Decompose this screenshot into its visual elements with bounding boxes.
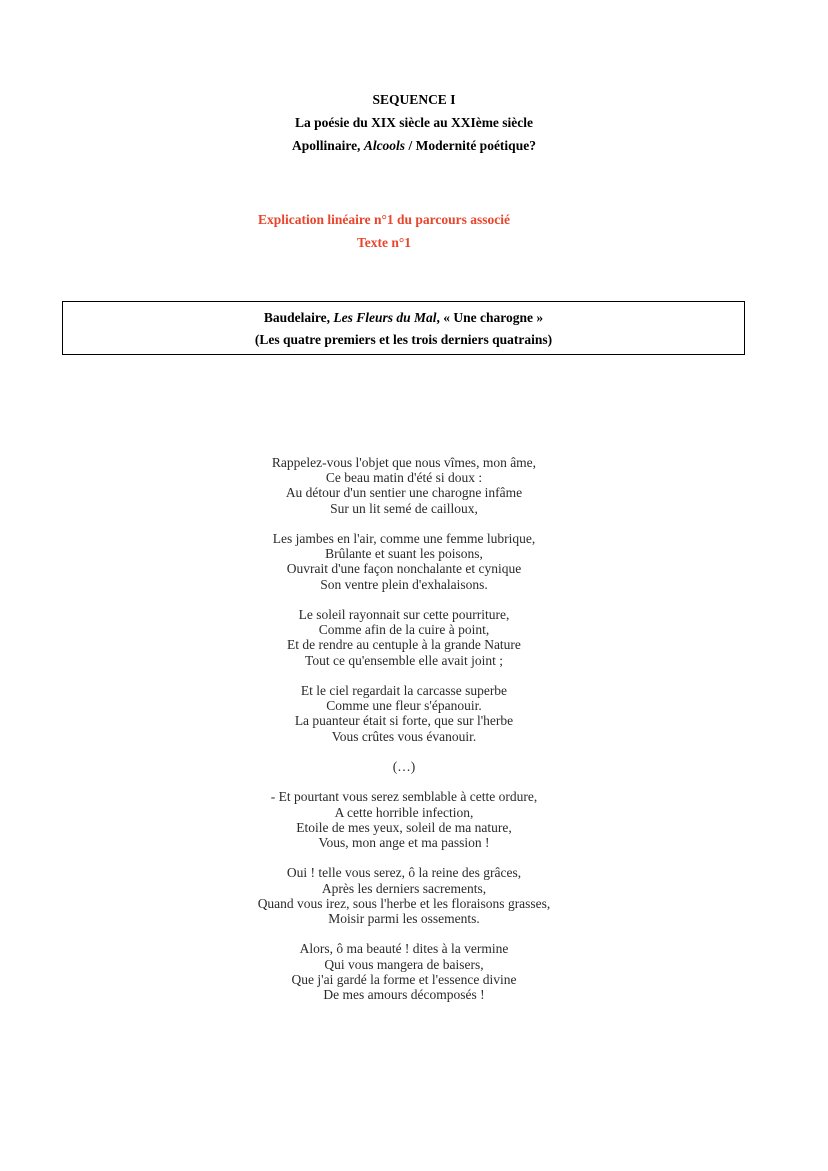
verse: Que j'ai gardé la forme et l'essence divine — [291, 971, 517, 987]
verse: Moisir parmi les ossements. — [328, 911, 480, 926]
poem-text — [0, 455, 808, 1017]
verse: Ouvrait d'une façon nonchalante et cynique — [286, 561, 522, 577]
verse: Comme afin de la cuire à point, — [318, 622, 490, 638]
stanza — [0, 455, 808, 516]
work-reference — [0, 134, 828, 157]
sequence-subtitle: La poésie du XIX siècle au XXIème siècle — [294, 115, 534, 130]
poem-reference — [63, 307, 744, 329]
stanza — [0, 789, 808, 850]
verse: Tout ce qu'ensemble elle avait joint ; — [305, 652, 503, 668]
verse: Quand vous irez, sous l'herbe et les floraisons grasses, — [257, 895, 551, 911]
verse: Au détour d'un sentier une charogne infâme — [285, 485, 523, 501]
stanza — [0, 941, 808, 1002]
verse: Alors, ô ma beauté ! dites à la vermine — [299, 941, 509, 957]
verse: Le soleil rayonnait sur cette pourriture, — [298, 607, 510, 622]
explication-heading — [0, 208, 768, 254]
verse: Et de rendre au centuple à la grande Nature — [287, 637, 521, 653]
verse: De mes amours décomposés ! — [323, 987, 485, 1002]
verse: - Et pourtant vous serez semblable à cette ordure, — [270, 789, 538, 805]
verse: Brûlante et suant les poisons, — [325, 546, 483, 562]
stanza — [0, 865, 808, 926]
verse: Rappelez-vous l'objet que nous vîmes, mon âme, — [271, 455, 537, 470]
sequence-title: SEQUENCE I — [372, 92, 456, 107]
verse: A cette horrible infection, — [334, 804, 474, 820]
verse: Son ventre plein d'exhalaisons. — [320, 576, 488, 592]
stanza — [0, 531, 808, 592]
work-title: Alcools — [363, 138, 406, 153]
verse: Ce beau matin d'été si doux : — [325, 470, 483, 486]
text-number: Texte n°1 — [356, 235, 412, 250]
verse: Après les derniers sacrements, — [321, 880, 487, 896]
work-theme: / Modernité poétique? — [405, 138, 536, 153]
verse: La puanteur était si forte, que sur l'herbe — [294, 713, 514, 729]
verse: Comme une fleur s'épanouir. — [326, 698, 482, 714]
document-header — [0, 88, 828, 157]
poem-collection: Les Fleurs du Mal — [333, 310, 437, 325]
excerpt-note: (Les quatre premiers et les trois derniers quatrains) — [254, 332, 553, 347]
verse: Vous crûtes vous évanouir. — [331, 728, 477, 744]
text-reference-box — [62, 301, 745, 355]
verse: Etoile de mes yeux, soleil de ma nature, — [296, 819, 512, 835]
verse: Qui vous mangera de baisers, — [324, 956, 484, 972]
poem-author: Baudelaire, — [263, 310, 334, 325]
explication-title: Explication linéaire n°1 du parcours associé — [257, 212, 511, 227]
verse: Les jambes en l'air, comme une femme lubrique, — [272, 531, 536, 546]
stanza — [0, 607, 808, 668]
verse: Vous, mon ange et ma passion ! — [318, 835, 490, 850]
verse: Oui ! telle vous serez, ô la reine des grâces, — [286, 865, 522, 881]
verse: Et le ciel regardait la carcasse superbe — [300, 683, 508, 698]
poem-title: , « Une charogne » — [436, 310, 544, 325]
verse: Sur un lit semé de cailloux, — [330, 500, 478, 516]
work-author: Apollinaire, — [292, 138, 364, 153]
stanza — [0, 683, 808, 744]
omission-marker: (…) — [392, 759, 416, 774]
